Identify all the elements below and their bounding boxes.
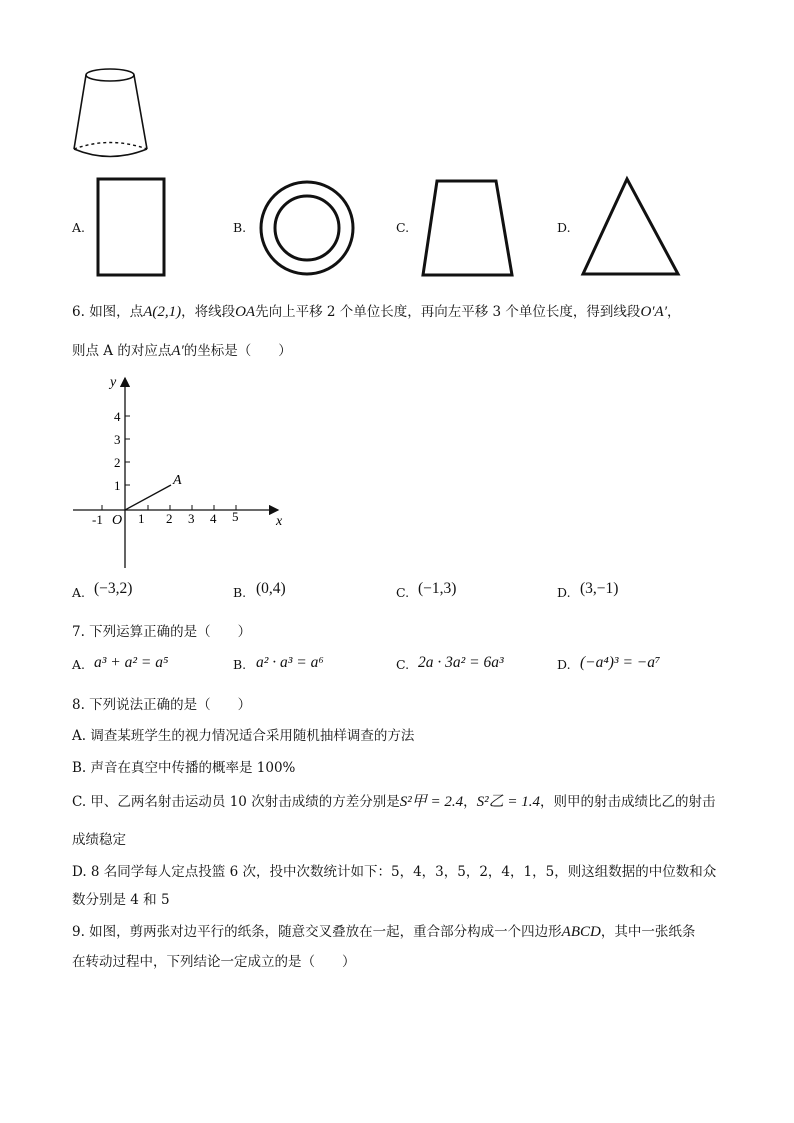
y-axis-label: y	[110, 375, 117, 390]
frustum-figure	[70, 64, 155, 164]
q8-option-c-line2: 成绩稳定	[72, 832, 126, 848]
q8-c-text-b: ，则甲的射击成绩比乙的射击	[539, 794, 716, 810]
q9-stem-line1	[72, 920, 695, 941]
q6-stem-c: 先向上平移 2 个单位长度，再向左平移 3 个单位长度，得到线段	[255, 304, 641, 320]
q6-segment-o-a-prime: O′A′	[640, 304, 667, 320]
q6-option-b-value[interactable]: (0,4)	[256, 580, 286, 597]
q6-stem-a: 如图，点	[89, 304, 144, 320]
q8-option-a[interactable]: A. 调查某班学生的视力情况适合采用随机抽样调查的方法	[72, 728, 415, 744]
q8-option-b[interactable]: B. 声音在真空中传播的概率是 100%	[72, 760, 296, 776]
q9-line1-a: 9. 如图，剪两张对边平行的纸条，随意交叉叠放在一起，重合部分构成一个四边形	[72, 924, 562, 940]
q9-shape-abcd: ABCD	[561, 924, 601, 940]
q8-c-sep: ，	[463, 794, 477, 810]
q8-stem: 8. 下列说法正确的是（ ）	[72, 697, 252, 713]
x-tick-4: 4	[210, 511, 217, 526]
q7-option-c-label[interactable]: C.	[396, 657, 410, 672]
x-tick-3: 3	[188, 511, 195, 526]
point-a-label: A	[173, 473, 182, 488]
q7-option-a-value[interactable]: a³ + a² = a⁵	[94, 654, 169, 671]
q5-option-c-label[interactable]: C.	[396, 220, 410, 235]
q5-option-b-label[interactable]: B.	[233, 220, 247, 235]
q6-segment-oa: OA	[235, 304, 256, 320]
y-tick-2: 2	[114, 455, 121, 470]
y-tick-3: 3	[114, 432, 121, 447]
concentric-circles-shape	[258, 180, 358, 276]
y-tick-1: 1	[114, 478, 121, 493]
q6-option-c-label[interactable]: C.	[396, 585, 410, 600]
q7-option-b-value[interactable]: a² · a³ = a⁶	[256, 654, 324, 671]
q6-line2-a: 则点 A 的对应点	[72, 343, 172, 359]
q7-option-a-label[interactable]: A.	[72, 657, 86, 672]
q6-option-d-label[interactable]: D.	[557, 585, 571, 600]
x-axis-label: x	[276, 514, 283, 529]
trapezoid-shape	[420, 178, 516, 278]
q9-stem-line2: 在转动过程中，下列结论一定成立的是（ ）	[72, 954, 356, 970]
q8-c-text-a: C. 甲、乙两名射击运动员 10 次射击成绩的方差分别是	[72, 794, 400, 810]
q8-c-variance-yi: S²乙 = 1.4	[476, 794, 540, 810]
q6-number: 6.	[72, 304, 85, 320]
q7-option-d-value[interactable]: (−a⁴)³ = −a⁷	[580, 654, 661, 671]
rectangle-shape	[96, 177, 166, 277]
x-tick-5: 5	[232, 509, 239, 524]
q6-coordinate-graph	[70, 370, 290, 570]
q7-option-d-label[interactable]: D.	[557, 657, 571, 672]
q6-stem-line1	[72, 300, 681, 321]
q6-line2-b: 的坐标是（ ）	[183, 343, 292, 359]
q6-point-a-prime: A′	[171, 343, 184, 359]
x-tick-neg1: -1	[92, 512, 103, 527]
q6-option-a-label[interactable]: A.	[72, 585, 86, 600]
q6-option-b-label[interactable]: B.	[233, 585, 247, 600]
q7-option-b-label[interactable]: B.	[233, 657, 247, 672]
origin-label: O	[112, 513, 123, 528]
q6-option-c-value[interactable]: (−1,3)	[418, 580, 457, 597]
q7-stem: 7. 下列运算正确的是（ ）	[72, 624, 252, 640]
q6-stem-line2	[72, 339, 292, 360]
q6-option-d-value[interactable]: (3,−1)	[580, 580, 619, 597]
q9-line1-b: ，其中一张纸条	[600, 924, 696, 940]
q6-stem-d: ，	[667, 304, 681, 320]
q8-option-d-line1[interactable]: D. 8 名同学每人定点投篮 6 次，投中次数统计如下：5，4，3，5，2，4，1，5，则这组数据的中位数和众	[72, 864, 717, 880]
q8-option-d-line2: 数分别是 4 和 5	[72, 892, 170, 908]
x-tick-2: 2	[166, 511, 173, 526]
q8-c-variance-jia: S²甲 = 2.4	[399, 794, 464, 810]
q5-option-a-label[interactable]: A.	[72, 220, 86, 235]
q7-option-c-value[interactable]: 2a · 3a² = 6a³	[418, 654, 504, 671]
q6-point-a: A(2,1)	[143, 304, 182, 320]
q6-option-a-value[interactable]: (−3,2)	[94, 580, 133, 597]
q6-stem-b: ，将线段	[181, 304, 236, 320]
y-tick-4: 4	[114, 409, 121, 424]
x-tick-1: 1	[138, 511, 145, 526]
q5-option-d-label[interactable]: D.	[557, 220, 571, 235]
triangle-shape	[580, 176, 682, 278]
q8-option-c-line1[interactable]	[72, 790, 715, 811]
